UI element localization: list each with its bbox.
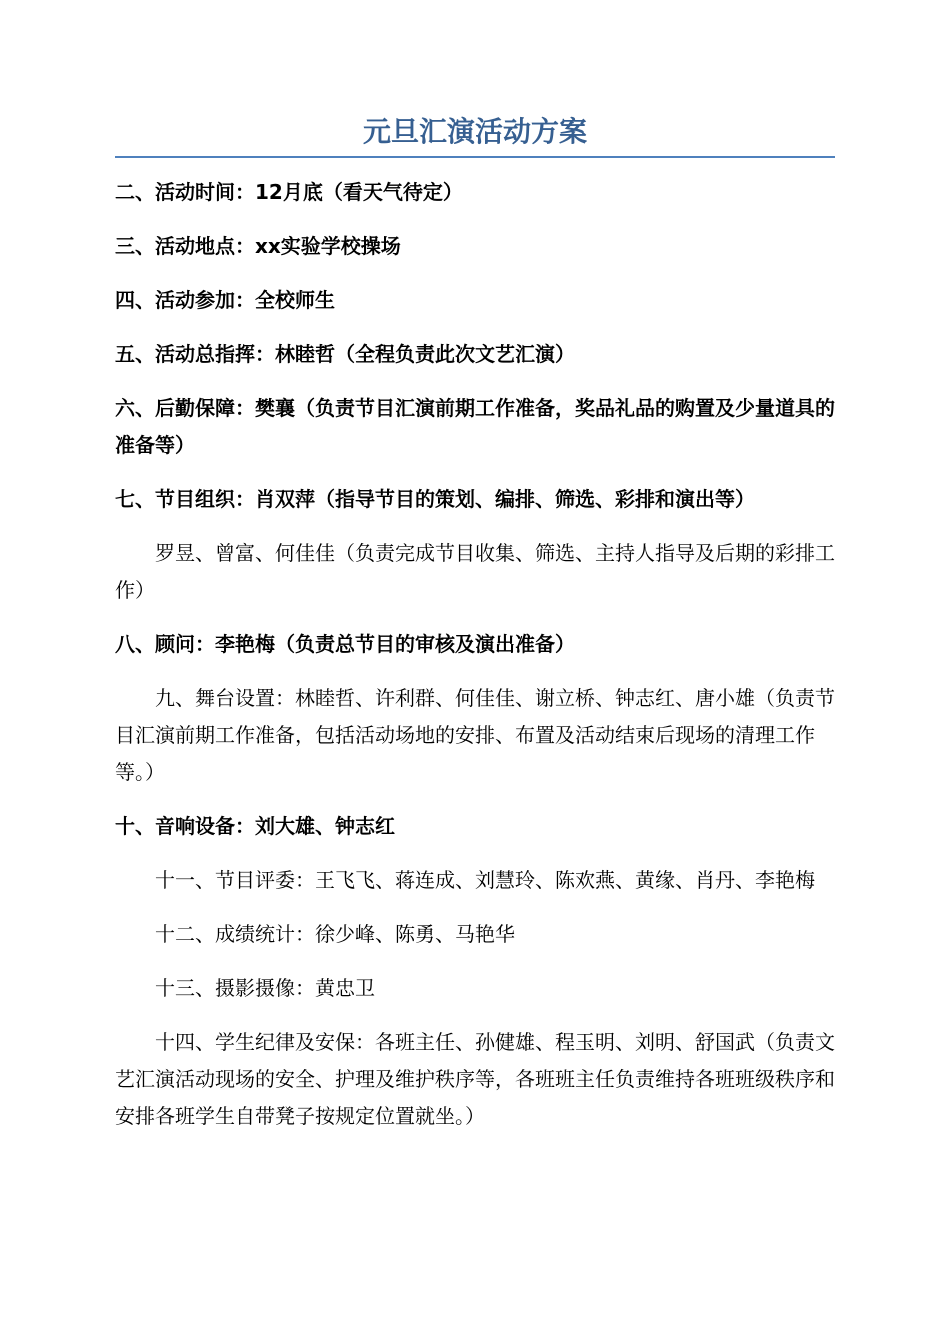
title-underline bbox=[115, 156, 835, 158]
paragraph-photography: 十三、摄影摄像：黄忠卫 bbox=[155, 976, 375, 1000]
paragraph-advisor: 八、顾问：李艳梅（负责总节目的审核及演出准备） bbox=[115, 632, 575, 656]
document-title: 元旦汇演活动方案 bbox=[362, 115, 587, 148]
paragraph-activity-time: 二、活动时间：12月底（看天气待定） bbox=[115, 180, 463, 204]
paragraph-sound-equipment: 十、音响设备：刘大雄、钟志红 bbox=[115, 814, 395, 838]
paragraph-program-organization: 七、节目组织：肖双萍（指导节目的策划、编排、筛选、彩排和演出等） bbox=[115, 487, 755, 511]
paragraph-discipline-security: 十四、学生纪律及安保：各班主任、孙健雄、程玉明、刘明、舒国武（负责文艺汇演活动现场的安全、护理及维护秩序等，各班班主任负责维持各班班级秩序和安排各班学生自带凳子按规定位置就坐。） bbox=[115, 1030, 835, 1128]
paragraph-activity-location: 三、活动地点：xx实验学校操场 bbox=[115, 234, 401, 258]
paragraph-participants: 四、活动参加：全校师生 bbox=[115, 288, 335, 312]
document-page bbox=[115, 112, 835, 1152]
paragraph-judges: 十一、节目评委：王飞飞、蒋连成、刘慧玲、陈欢燕、黄缘、肖丹、李艳梅 bbox=[155, 868, 815, 892]
paragraph-logistics: 六、后勤保障：樊襄（负责节目汇演前期工作准备，奖品礼品的购置及少量道具的准备等） bbox=[115, 396, 835, 457]
paragraph-stage-setup: 九、舞台设置：林睦哲、许利群、何佳佳、谢立桥、钟志红、唐小雄（负责节目汇演前期工作准备，包括活动场地的安排、布置及活动结束后现场的清理工作等。） bbox=[115, 686, 835, 784]
paragraph-chief-director: 五、活动总指挥：林睦哲（全程负责此次文艺汇演） bbox=[115, 342, 575, 366]
paragraph-program-collection: 罗昱、曾富、何佳佳（负责完成节目收集、筛选、主持人指导及后期的彩排工作） bbox=[115, 541, 835, 602]
paragraph-score-statistics: 十二、成绩统计：徐少峰、陈勇、马艳华 bbox=[155, 922, 515, 946]
